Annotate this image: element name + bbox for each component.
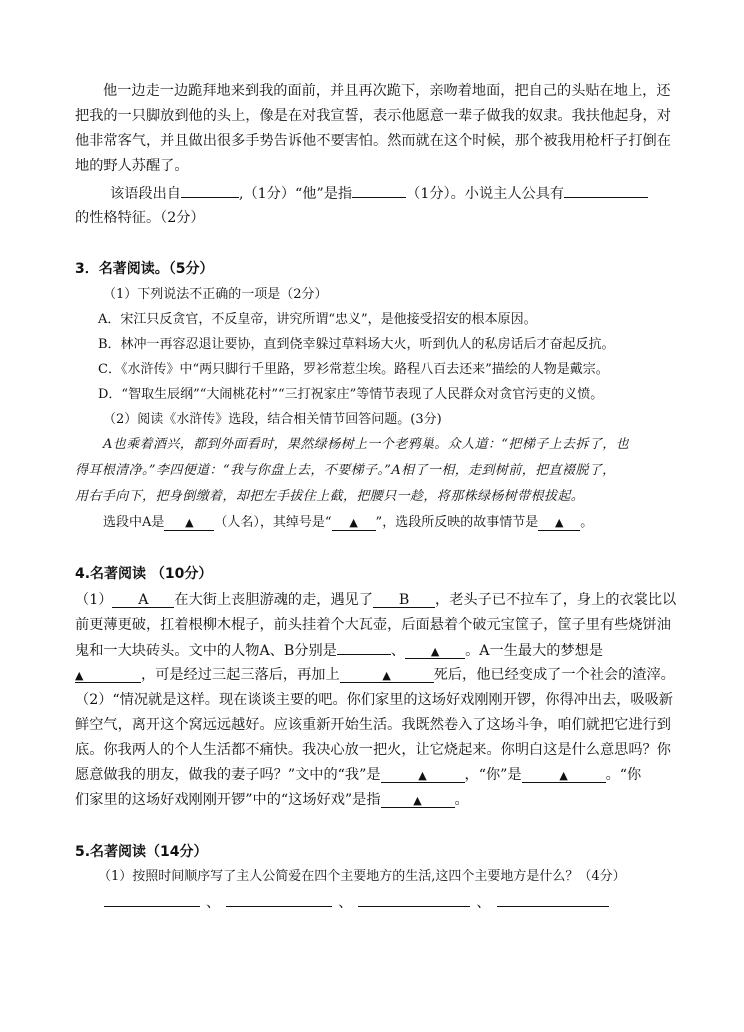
question-text: ，可是经过三起三落后，再加上 bbox=[141, 667, 340, 683]
excerpt-line: 得耳根清净。”李四便道：“我与你盘上去，不要梯子。”A相了一相，走到树前，把直裰脱了， bbox=[75, 463, 616, 478]
blank-label: A bbox=[138, 592, 149, 608]
triangle-icon: ▲ bbox=[185, 516, 194, 529]
answer-blank[interactable] bbox=[332, 516, 376, 531]
excerpt-line: 用右手向下，把身倒缴着，却把左手拔住上截，把腰只一趁，将那株绿杨树带根拔起。 bbox=[75, 489, 585, 504]
question-text: 选段中A是 bbox=[103, 515, 165, 530]
answer-blank[interactable] bbox=[522, 768, 606, 783]
paragraph-line bbox=[75, 665, 675, 685]
question-text: （1） bbox=[75, 592, 113, 608]
blank-label: B bbox=[398, 592, 410, 608]
separator: 、 bbox=[206, 895, 221, 911]
question-text: （人名），其绰号是“ bbox=[214, 515, 332, 530]
option-b[interactable]: B．林冲一再容忍退让要协，直到侥幸躲过草料场大火，听到仇人的私房话后才奋起反抗。 bbox=[98, 337, 615, 352]
question-text: （1分）。小说主人公具有 bbox=[406, 186, 565, 202]
question-line bbox=[103, 513, 593, 533]
question-text: ,（1分）“他”是指 bbox=[238, 186, 353, 202]
question-text: 愿意做我的朋友，做我的妻子吗？”文中的“我”是 bbox=[75, 767, 381, 783]
triangle-icon: ▲ bbox=[413, 794, 422, 807]
answer-blank[interactable] bbox=[112, 593, 174, 608]
answer-blank[interactable] bbox=[405, 644, 465, 659]
passage-line: 地的野人苏醒了。 bbox=[75, 158, 189, 174]
triangle-icon: ▲ bbox=[382, 669, 391, 682]
paragraph-line: 前更薄更破，扛着根柳木棍子，前头挂着个大瓦壶，后面悬着个破元宝筐子，筐子里有些烧饼油 bbox=[75, 617, 671, 633]
passage-line: 他一边走一边跪拜地来到我的面前，并且再次跪下，亲吻着地面，把自己的头贴在地上，还 bbox=[103, 83, 671, 99]
answer-blank[interactable] bbox=[337, 640, 391, 655]
section-title: 3．名著阅读。（5分） bbox=[75, 261, 214, 277]
answer-blank[interactable] bbox=[381, 793, 455, 808]
section-title: 4.名著阅读 （10分） bbox=[75, 566, 213, 582]
paragraph-line bbox=[75, 790, 469, 810]
separator: 、 bbox=[476, 895, 491, 911]
paragraph-line bbox=[75, 765, 641, 785]
option-d[interactable]: D．“智取生辰纲”“大闹桃花村”“三打祝家庄”等情节表现了人民群众对贪官污吏的义愤。 bbox=[98, 387, 604, 402]
question-text: 在大街上丧胆游魂的走，遇见了 bbox=[174, 592, 374, 608]
passage-line: 他非常客气，并且做出很多手势告诉他不要害怕。然而就在这个时候，那个被我用枪杆子打倒在 bbox=[75, 133, 671, 149]
answer-blank[interactable] bbox=[164, 516, 214, 531]
option-a[interactable]: A．宋江只反贪官，不反皇帝，讲究所谓“忠义”，是他接受招安的根本原因。 bbox=[98, 312, 537, 327]
excerpt-line: A也乘着酒兴，都到外面看时，果然绿杨树上一个老鸦巢。众人道：“把梯子上去拆了，也 bbox=[103, 437, 630, 452]
answer-blank[interactable] bbox=[381, 768, 465, 783]
question-text: 。“你 bbox=[605, 767, 642, 783]
sub-question: （1）下列说法不正确的一项是（2分） bbox=[103, 287, 328, 302]
question-text: 、 bbox=[390, 643, 406, 659]
section-title: 5.名著阅读（14分） bbox=[75, 844, 208, 860]
question-text: ，老头子已不拉车了，身上的衣裳比以 bbox=[435, 592, 677, 608]
question-line: 的性格特征。（2分） bbox=[75, 210, 205, 226]
answer-blank[interactable] bbox=[75, 668, 141, 683]
triangle-icon: ▲ bbox=[559, 769, 568, 782]
question-text: 死后，他已经变成了一个社会的渣滓。 bbox=[433, 667, 675, 683]
question-text: ，“你”是 bbox=[464, 767, 522, 783]
answer-blank[interactable] bbox=[564, 183, 648, 198]
answer-blank[interactable] bbox=[104, 892, 200, 907]
answer-blank[interactable] bbox=[226, 892, 332, 907]
question-text: 鬼和一大块砖头。文中的人物A、B分别是 bbox=[75, 643, 337, 659]
answer-line bbox=[104, 892, 609, 913]
paragraph-line: 底。你我两人的个人生活都不痛快。我决心放一把火，让它烧起来。你明白这是什么意思吗？你 bbox=[75, 742, 671, 758]
question-text: 。 bbox=[580, 515, 594, 530]
paragraph-line: （2）“情况就是这样。现在谈谈主要的吧。你们家里的这场好戏刚刚开锣，你得冲出去，吸吸新 bbox=[75, 692, 673, 708]
paragraph-line bbox=[75, 590, 676, 610]
option-c[interactable]: C．《水浒传》中“两只脚行千里路，罗衫常惹尘埃。路程八百去还来”描绘的人物是戴宗。 bbox=[98, 362, 609, 377]
answer-blank[interactable] bbox=[358, 892, 470, 907]
answer-blank[interactable] bbox=[352, 183, 406, 198]
sub-question: （2）阅读《水浒传》选段，结合相关情节回答问题。(3分) bbox=[103, 412, 442, 427]
sub-question: （1）按照时间顺序写了主人公简爱在四个主要地方的生活,这四个主要地方是什么？（4分） bbox=[98, 869, 626, 884]
answer-blank[interactable] bbox=[538, 516, 580, 531]
answer-blank[interactable] bbox=[181, 183, 239, 198]
answer-blank[interactable] bbox=[373, 593, 435, 608]
triangle-icon: ▲ bbox=[554, 516, 564, 529]
paragraph-line: 鲜空气，离开这个窝远远越好。应该重新开始生活。我既然卷入了这场斗争，咱们就把它进行到 bbox=[75, 717, 671, 733]
question-text: 该语段出自 bbox=[110, 186, 181, 202]
passage-line: 把我的一只脚放到他的头上，像是在对我宣誓，表示他愿意一辈子做我的奴隶。我扶他起身，对 bbox=[75, 108, 671, 124]
question-text: ”，选段所反映的故事情节是 bbox=[375, 515, 539, 530]
question-text: 。 bbox=[454, 792, 469, 808]
question-line bbox=[110, 183, 648, 204]
triangle-icon: ▲ bbox=[75, 669, 84, 682]
question-text: 们家里的这场好戏刚刚开锣”中的“这场好戏”是指 bbox=[75, 792, 381, 808]
triangle-icon: ▲ bbox=[430, 645, 440, 658]
answer-blank[interactable] bbox=[340, 668, 434, 683]
triangle-icon: ▲ bbox=[418, 769, 427, 782]
separator: 、 bbox=[338, 895, 353, 911]
answer-blank[interactable] bbox=[497, 892, 609, 907]
triangle-icon: ▲ bbox=[349, 516, 358, 529]
paragraph-line bbox=[75, 640, 603, 661]
question-text: 。A一生最大的梦想是 bbox=[465, 643, 604, 659]
